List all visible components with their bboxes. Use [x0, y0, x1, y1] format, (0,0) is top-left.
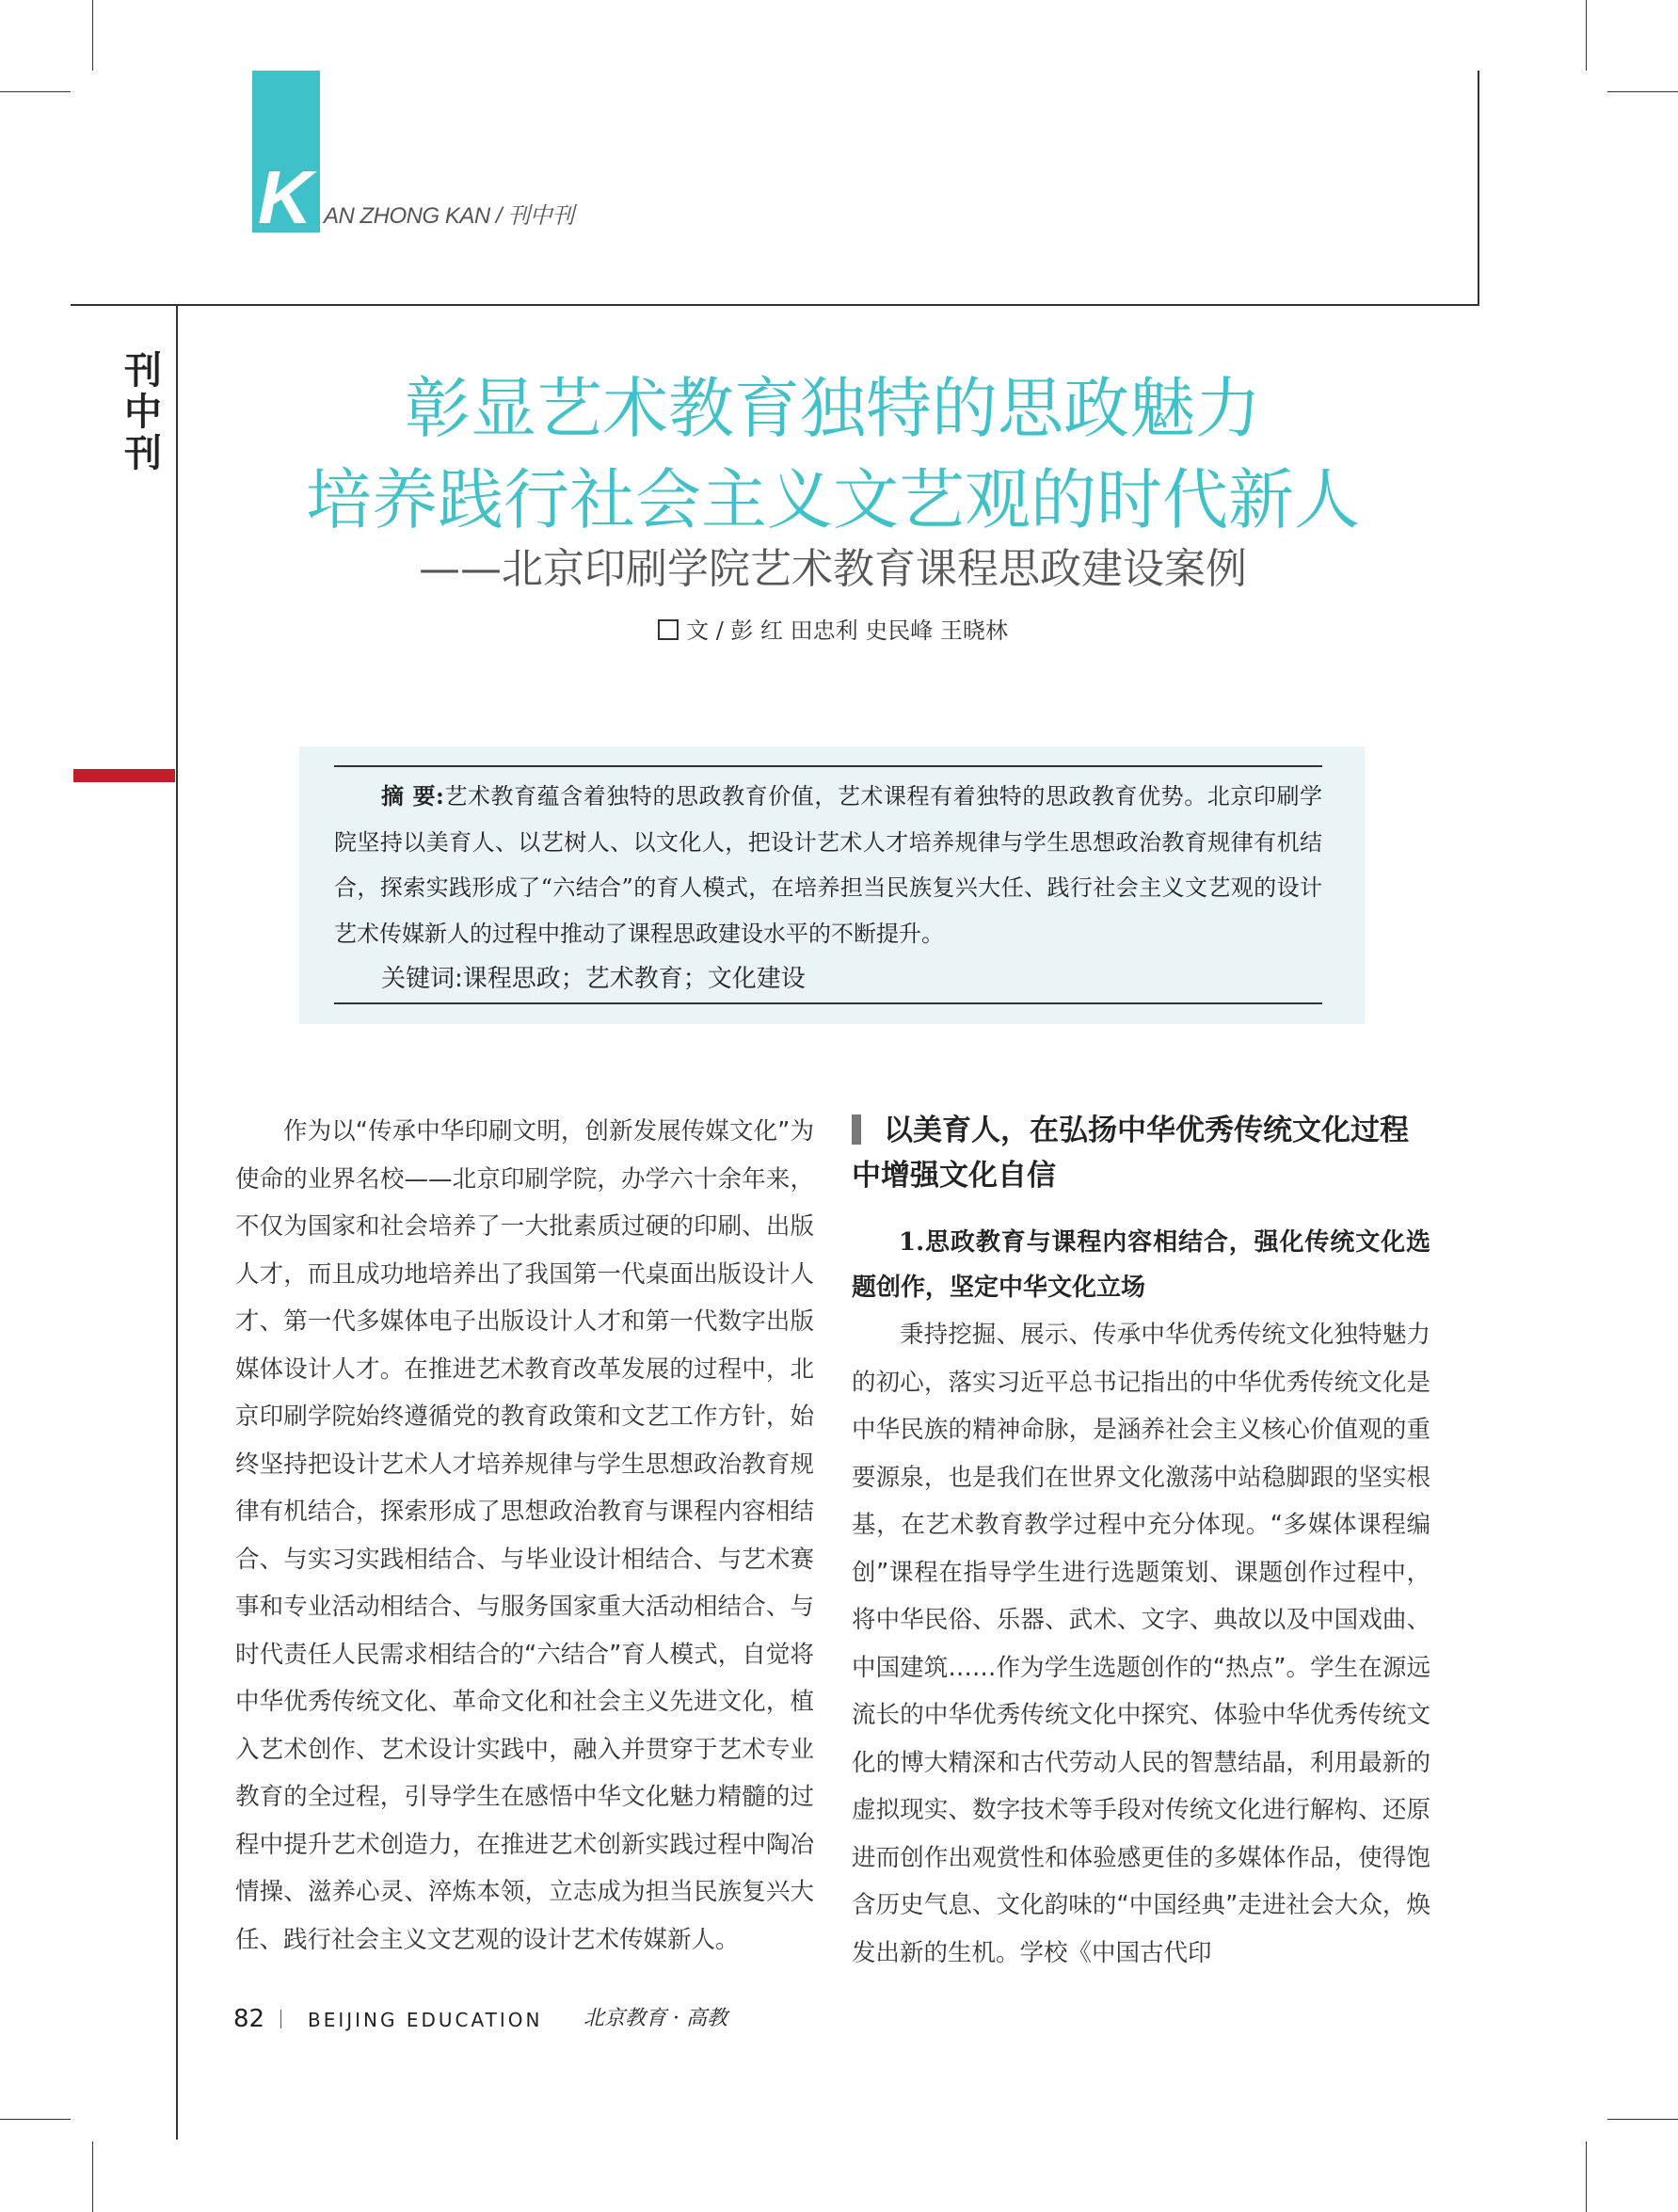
section-label	[324, 203, 574, 230]
body-left-column: 作为以“传承中华印刷文明，创新发展传媒文化”为使命的业界名校——北京印刷学院，办学六十余年来，不仅为国家和社会培养了一大批素质过硬的印刷、出版人才，而且成功地培养出了我国第一代桌面出版设计人才、第一代多媒体电子出版设计人才和第一代数字出版媒体设计人才。在推进艺术教育改革发展的过程中，北京印刷学院始终遵循党的教育政策和文艺工作方针，始终坚持把设计艺术人才培养规律与学生思想政治教育规律有机结合，探索形成了思想政治教育与课程内容相结合、与实习实践相结合、与毕业设计相结合、与艺术赛事和专业活动相结合、与服务国家重大活动相结合、与时代责任人民需求相结合的“六结合”育人模式，自觉将中华优秀传统文化、革命文化和社会主义先进文化，植入艺术创作、艺术设计实践中，融入并贯穿于艺术专业教育的全过程，引导学生在感悟中华文化魅力精髓的过程中提升艺术创造力，在推进艺术创新实践过程中陶冶情操、滋养心灵、淬炼本领，立志成为担当民族复兴大任、践行社会主义文艺观的设计艺术传媒新人。	[235, 1117, 814, 1954]
left-margin-rule	[176, 304, 178, 2140]
square-icon	[658, 619, 679, 640]
red-accent-bar	[73, 769, 175, 782]
right-rule	[1478, 71, 1479, 306]
section-heading-text: 以美育人，在弘扬中华优秀传统文化过程中增强文化自信	[852, 1114, 1409, 1193]
abstract	[334, 774, 1322, 956]
abstract-label: 摘 要:	[381, 782, 444, 809]
abstract-bottom-rule	[334, 1002, 1322, 1004]
magazine-name: BEIJING EDUCATION	[308, 2009, 543, 2031]
crop-mark	[0, 2119, 71, 2120]
crop-mark	[1586, 2141, 1587, 2212]
crop-mark	[0, 91, 71, 92]
vertical-section-tag: 刊中刊	[124, 348, 162, 475]
title-line-1: 彰显艺术教育独特的思政魅力	[405, 370, 1261, 447]
section-label-latin: AN ZHONG KAN	[324, 203, 490, 229]
subtitle: ——北京印刷学院艺术教育课程思政建设案例	[419, 545, 1247, 593]
crop-mark	[92, 0, 93, 71]
footer-separator	[280, 2010, 281, 2028]
crop-mark	[1586, 0, 1587, 71]
magazine-brand: 北京教育 · 高教	[583, 2007, 727, 2030]
authors	[188, 614, 1478, 648]
crop-mark	[1607, 91, 1678, 92]
sub-heading: 1.思政教育与课程内容相结合，强化传统文化选题创作，坚定中华文化立场	[852, 1228, 1430, 1302]
abstract-body: 艺术教育蕴含着独特的思政教育价值，艺术课程有着独特的思政教育优势。北京印刷学院坚持以美育人、以艺树人、以文化人，把设计艺术人才培养规律与学生思想政治教育规律有机结合，探索实践形成了“六结合”的育人模式，在培养担当民族复兴大任、践行社会主义文艺观的设计艺术传媒新人的过程中推动了课程思政建设水平的不断提升。	[334, 783, 1323, 947]
logo-letter: K	[258, 155, 312, 239]
crop-mark	[92, 2141, 93, 2212]
heading-bar	[852, 1114, 861, 1145]
keywords: 关键词:课程思政；艺术教育；文化建设	[381, 965, 806, 993]
header-rule	[71, 304, 1479, 306]
title-line-2: 培养践行社会主义文艺观的时代新人	[306, 461, 1360, 538]
authors-text: 文 / 彭 红 田忠利 史民峰 王晓林	[686, 617, 1008, 644]
page-number: 82	[233, 2005, 265, 2033]
section-heading	[852, 1108, 1435, 1198]
section-label-cn: / 刊中刊	[489, 203, 574, 229]
abstract-top-rule	[334, 765, 1322, 767]
crop-mark	[1607, 2119, 1678, 2120]
body-right-column: 秉持挖掘、展示、传承中华优秀传统文化独特魅力的初心，落实习近平总书记指出的中华优秀传统文化是中华民族的精神命脉，是涵养社会主义核心价值观的重要源泉，也是我们在世界文化激荡中站稳脚跟的坚实根基，在艺术教育教学过程中充分体现。“多媒体课程编创”课程在指导学生进行选题策划、课题创作过程中，将中华民俗、乐器、武术、文字、典故以及中国戏曲、中国建筑……作为学生选题创作的“热点”。学生在源远流长的中华优秀传统文化中探究、体验中华优秀传统文化的博大精深和古代劳动人民的智慧结晶，利用最新的虚拟现实、数字技术等手段对传统文化进行解构、还原进而创作出观赏性和体验感更佳的多媒体作品，使得饱含历史气息、文化韵味的“中国经典”走进社会大众，焕发出新的生机。学校《中国古代印	[852, 1321, 1430, 1967]
